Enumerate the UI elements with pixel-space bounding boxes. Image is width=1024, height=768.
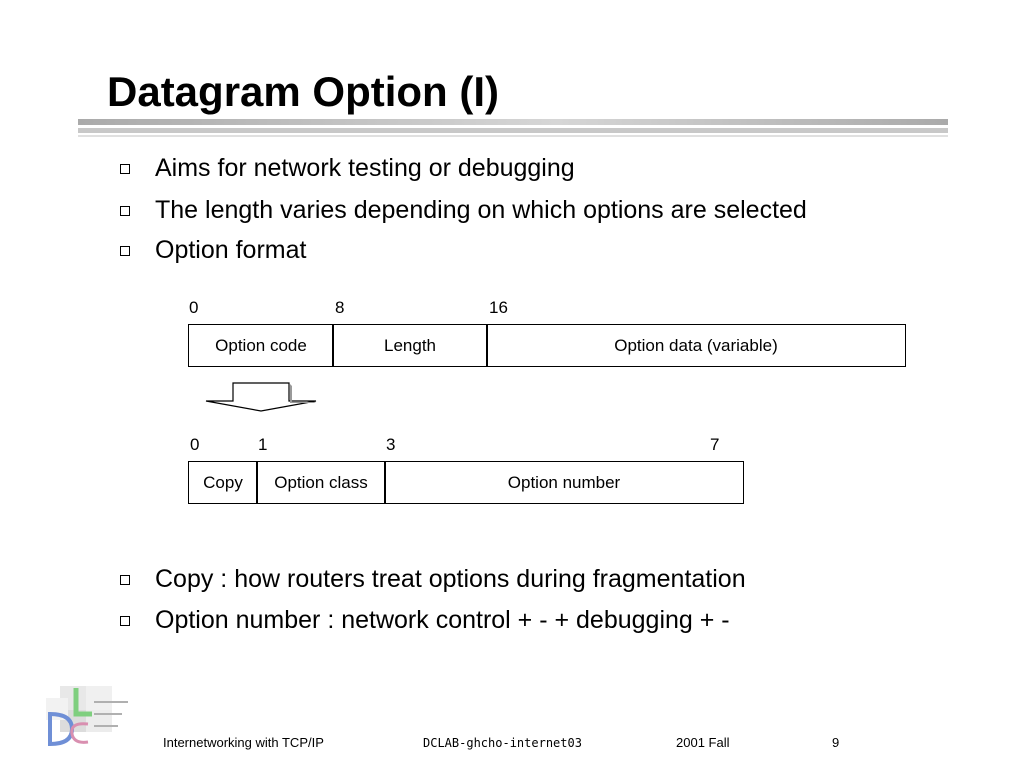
bit-tick-label: 1: [258, 435, 268, 454]
footer-author: DCLAB-ghcho-internet03: [423, 736, 582, 750]
bit-tick-label: 8: [335, 298, 345, 317]
bullet-square-icon: [120, 164, 130, 174]
bullet-square-icon: [120, 575, 130, 585]
down-arrow-icon: [204, 382, 318, 412]
field-length: Length: [332, 324, 488, 367]
bullet-text: Option format: [155, 236, 307, 264]
bullet-text: Aims for network testing or debugging: [155, 154, 575, 182]
bit-tick-label: 0: [189, 298, 199, 317]
bit-tick-label: 16: [489, 298, 508, 317]
title-divider: [78, 119, 948, 138]
field-copy: Copy: [188, 461, 258, 504]
field-option-number: Option number: [384, 461, 744, 504]
bullet-square-icon: [120, 616, 130, 626]
field-option-data: Option data (variable): [486, 324, 906, 367]
footer-course: Internetworking with TCP/IP: [163, 735, 324, 750]
bullet-text: Option number : network control + - + debugging + -: [155, 606, 730, 634]
dclab-logo-icon: [42, 684, 132, 750]
bullet-text: Copy : how routers treat options during fragmentation: [155, 565, 746, 593]
bit-tick-label: 0: [190, 435, 200, 454]
bullet-square-icon: [120, 206, 130, 216]
field-option-code: Option code: [188, 324, 334, 367]
slide-title: Datagram Option (I): [107, 68, 500, 115]
footer-page-number: 9: [832, 735, 840, 750]
bullet-square-icon: [120, 246, 130, 256]
bit-tick-label: 3: [386, 435, 396, 454]
footer-term: 2001 Fall: [676, 735, 730, 750]
bullet-text: The length varies depending on which options are selected: [155, 196, 807, 224]
bit-tick-label: 7: [710, 435, 720, 454]
field-option-class: Option class: [256, 461, 386, 504]
